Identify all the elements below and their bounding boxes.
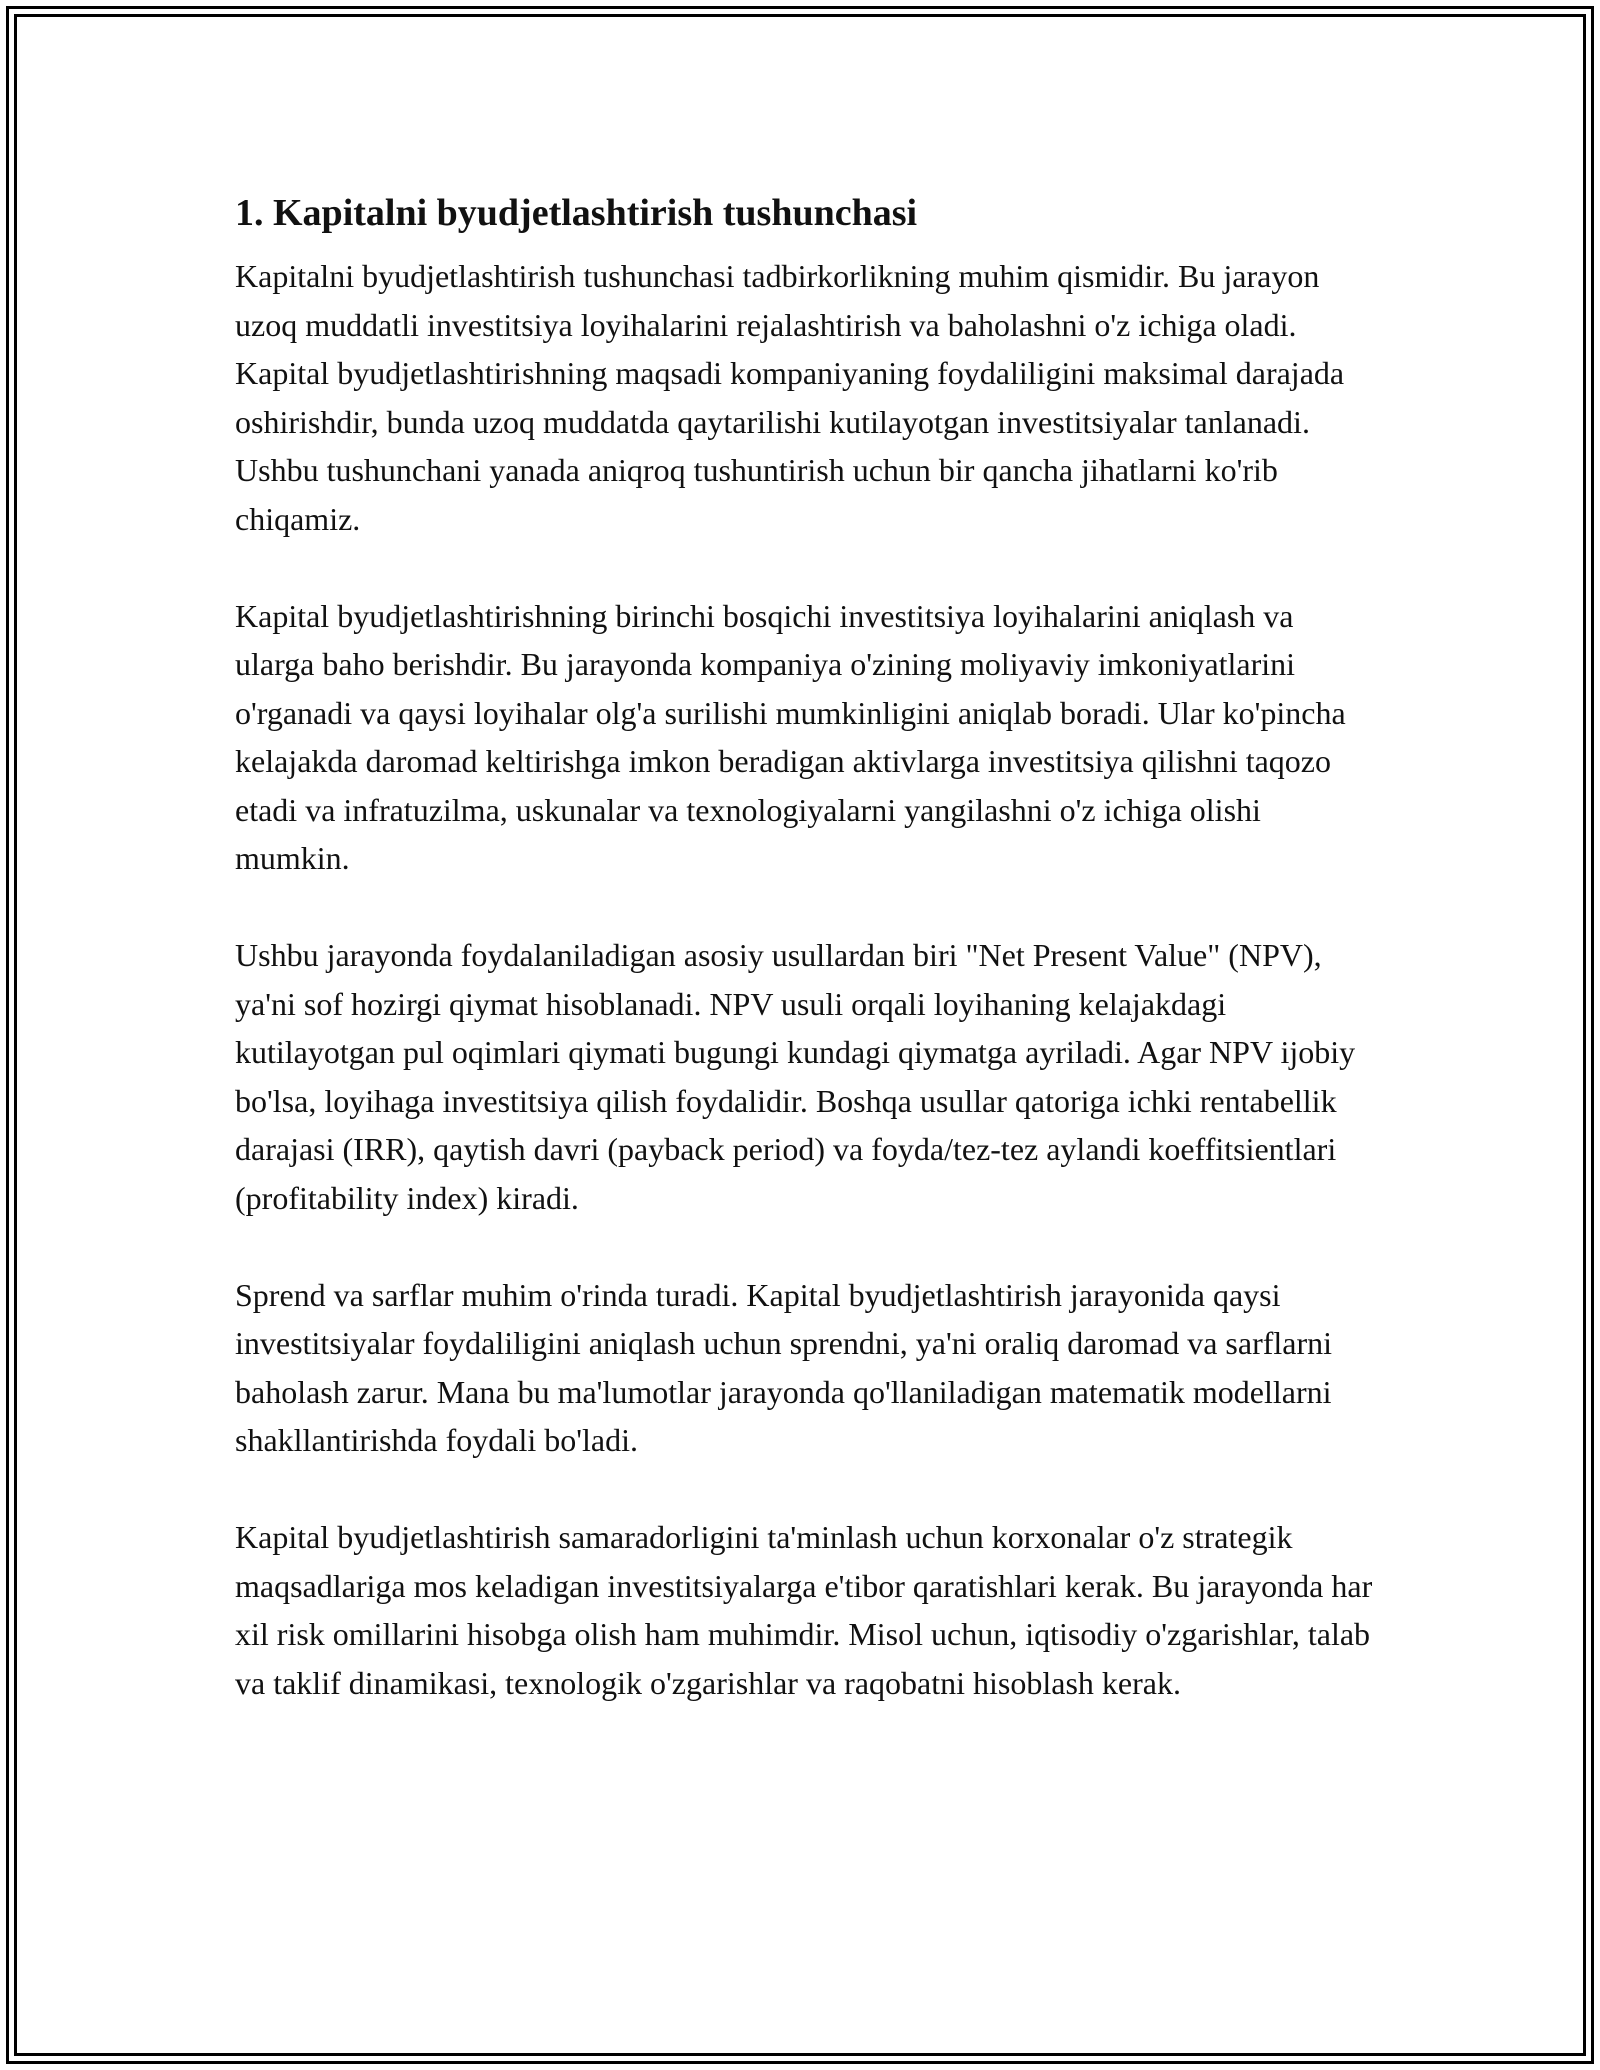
paragraph-3: Ushbu jarayonda foydalaniladigan asosiy usullardan biri "Net Present Value" (NPV), ya'ni sof hozirgi qiymat hisoblanadi. NPV usuli orqali loyihaning kelajakdagi kutilayotgan pul oqimlari qiymati bugungi kundagi qiymatga ayriladi. Agar NPV ijobiy bo'lsa, loyihaga investitsiya qilish foydalidir. Boshqa usullar qatoriga ichki rentabellik darajasi (IRR), qaytish davri (payback period) va foyda/tez-tez aylandi koeffitsientlari (profitability index) kiradi. xyxy=(235,937,1356,1216)
paragraph-5: Kapital byudjetlashtirish samaradorligini ta'minlash uchun korxonalar o'z strategik maqsadlariga mos keladigan investitsiyalarga e'tibor qaratishlari kerak. Bu jarayonda har xil risk omillarini hisobga olish ham muhimdir. Misol uchun, iqtisodiy o'zgarishlar, talab va taklif dinamikasi, texnologik o'zgarishlar va raqobatni hisoblash kerak. xyxy=(235,1519,1373,1701)
paragraph-2: Kapital byudjetlashtirishning birinchi bosqichi investitsiya loyihalarini aniqlash va ularga baho berishdir. Bu jarayonda kompaniya o'zining moliyaviy imkoniyatlarini o'rganadi va qaysi loyihalar olg'a surilishi mumkinligini aniqlab boradi. Ular ko'pincha kelajakda daromad keltirishga imkon beradigan aktivlarga investitsiya qilishni taqozo etadi va infratuzilma, uskunalar va texnologiyalarni yangilashni o'z ichiga olishi mumkin. xyxy=(235,597,1346,876)
document-page xyxy=(235,186,1375,1756)
paragraph-1: Kapitalni byudjetlashtirish tushunchasi tadbirkorlikning muhim qismidir. Bu jarayon uzoq muddatli investitsiya loyihalarini rejalashtirish va baholashni o'z ichiga oladi. Kapital byudjetlashtirishning maqsadi kompaniyaning foydaliligini maksimal darajada oshirishdir, bunda uzoq muddatda qaytarilishi kutilayotgan investitsiyalar tanlanadi. Ushbu tushunchani yanada aniqroq tushuntirish uchun bir qancha jihatlarni ko'rib chiqamiz. xyxy=(235,258,1345,537)
paragraph-4: Sprend va sarflar muhim o'rinda turadi. Kapital byudjetlashtirish jarayonida qaysi investitsiyalar foydaliligini aniqlash uchun sprendni, ya'ni oraliq daromad va sarflarni baholash zarur. Mana bu ma'lumotlar jarayonda qo'llaniladigan matematik modellarni shakllantirishda foydali bo'ladi. xyxy=(235,1276,1333,1458)
section-heading: 1. Kapitalni byudjetlashtirish tushunchasi xyxy=(235,192,918,234)
